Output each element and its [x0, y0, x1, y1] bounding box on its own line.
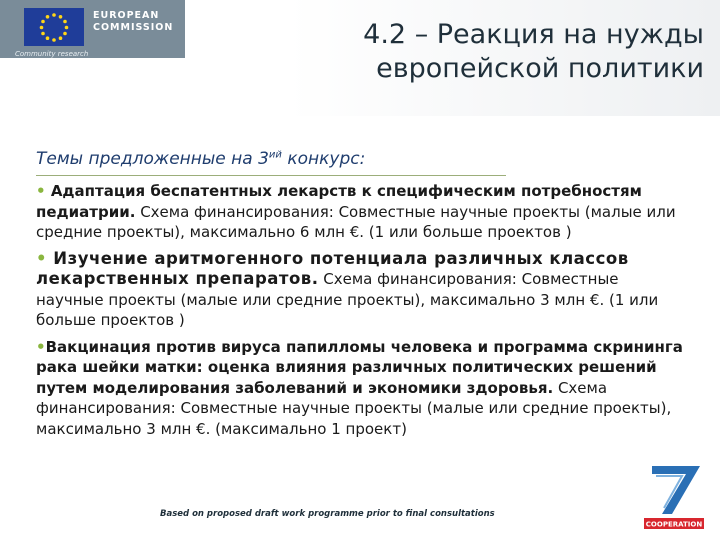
bullet-icon: • — [36, 182, 46, 200]
item-text: Схема финансирования: Совместные научные проекты (малые или средние проекты), максимально 3 млн €. (1 или больше проектов ) — [36, 270, 659, 329]
item-title: Изучение аритмогенного потенциала различных классов лекарственных препаратов. — [36, 248, 629, 288]
title-line2: европейской политики — [376, 53, 704, 84]
logo-tagline: Community research — [15, 50, 89, 58]
subheading — [36, 149, 365, 169]
list-item — [36, 337, 688, 440]
title-line1: 4.2 – Реакция на нужды — [363, 19, 704, 50]
bullet-icon: • — [36, 248, 48, 268]
fp7-logo-text: COOPERATION — [645, 520, 703, 529]
footer-note: Based on proposed draft work programme prior to final consultations — [160, 509, 495, 519]
list-item — [36, 249, 688, 331]
slide-title — [284, 18, 704, 86]
item-title: Адаптация беспатентных лекарств к специфическим потребностям педиатрии. — [36, 182, 642, 221]
item-text: Схема финансирования: Совместные научные проекты (малые или средние проекты), максимально 6 млн €. (1 или больше проектов ) — [36, 202, 676, 241]
header — [0, 0, 720, 116]
item-title: Вакцинация против вируса папилломы человека и программа скрининга рака шейки матки: оценка влияния различных политических решений путем моделирования заболеваний и экономики здоровья. — [36, 337, 683, 397]
bullet-icon: • — [36, 337, 46, 356]
item-text: Схема финансирования: Совместные научные проекты (малые или средние проекты), максимально 3 млн €. (максимально 1 проект) — [36, 378, 672, 438]
fp7-cooperation-logo — [642, 462, 706, 536]
european-commission-logo — [0, 0, 185, 58]
topic-list — [36, 181, 688, 445]
divider — [36, 175, 506, 176]
subheading-after: конкурс: — [281, 149, 366, 169]
subheading-superscript: ий — [268, 149, 282, 161]
logo-line1: EUROPEAN — [93, 10, 160, 21]
eu-flag-icon — [24, 8, 84, 46]
subheading-before: Темы предложенные на 3 — [36, 149, 269, 169]
list-item — [36, 181, 688, 243]
logo-line2: COMMISSION — [93, 22, 174, 33]
